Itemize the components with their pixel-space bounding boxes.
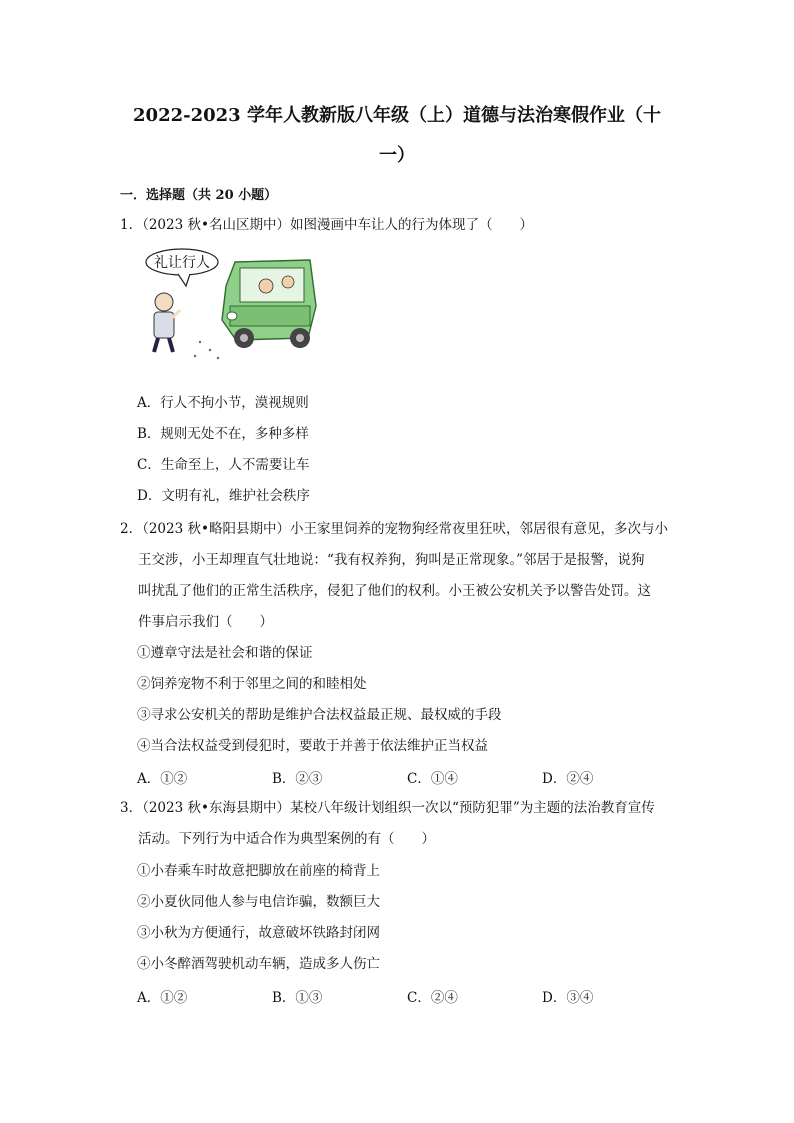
question-2-line-1: 2．（2023 秋•略阳县期中）小王家里饲养的宠物狗经常夜里狂吠，邻居很有意见，多次与小 <box>120 521 668 537</box>
q2-choice-b: B．②③ <box>272 771 323 787</box>
q1-option-c: C．生命至上，人不需要让车 <box>137 457 310 473</box>
question-2-stem <box>120 514 680 638</box>
question-2-line-3: 叫扰乱了他们的正常生活秩序，侵犯了他们的权利。小王被公安机关予以警告处罚。这 <box>138 583 651 599</box>
q3-choice-a: A．①② <box>137 990 188 1006</box>
question-1-line-1: 1．（2023 秋•名山区期中）如图漫画中车让人的行为体现了（ ） <box>120 217 533 233</box>
q1-option-a: A．行人不拘小节，漠视规则 <box>137 395 309 411</box>
q2-choice-c: C．①④ <box>407 771 458 787</box>
q2-choices <box>137 767 677 787</box>
q3-statement-3: ③小秋为方便通行，故意破坏铁路封闭网 <box>137 925 380 941</box>
q1-option-b: B．规则无处不在，多种多样 <box>137 426 309 442</box>
question-3-line-2: 活动。下列行为中适合作为典型案例的有（ ） <box>138 831 435 847</box>
question-2-line-2: 王交涉，小王却理直气壮地说：“我有权养狗，狗叫是正常现象。”邻居于是报警，说狗 <box>138 552 645 568</box>
q3-statement-1: ①小春乘车时故意把脚放在前座的椅背上 <box>137 863 380 879</box>
q3-choice-c: C．②④ <box>407 990 458 1006</box>
q3-choices <box>137 986 677 1006</box>
q2-choice-a: A．①② <box>137 771 188 787</box>
title-line-2: 一） <box>379 145 415 166</box>
q3-statement-4: ④小冬醉酒驾驶机动车辆，造成多人伤亡 <box>137 956 380 972</box>
courtesy-cartoon-illustration <box>140 246 330 366</box>
title-line-1: 2022-2023 学年人教新版八年级（上）道德与法治寒假作业（十 <box>133 105 661 126</box>
q2-statement-3: ③寻求公安机关的帮助是维护合法权益最正规、最权威的手段 <box>137 707 502 723</box>
question-3-line-1: 3．（2023 秋•东海县期中）某校八年级计划组织一次以“预防犯罪”为主题的法治教育宣传 <box>120 800 655 816</box>
question-2-line-4: 件事启示我们（ ） <box>138 614 273 630</box>
q3-choice-d: D．③④ <box>542 990 594 1006</box>
question-3-stem <box>120 793 680 855</box>
section-header: 一．选择题（共 20 小题） <box>120 188 278 203</box>
q3-statement-2: ②小夏伙同他人参与电信诈骗，数额巨大 <box>137 894 380 910</box>
q2-choice-d: D．②④ <box>542 771 594 787</box>
q2-statement-1: ①遵章守法是社会和谐的保证 <box>137 645 313 661</box>
cartoon-caption: 礼让行人 <box>154 255 210 271</box>
q3-choice-b: B．①③ <box>272 990 323 1006</box>
question-1-stem <box>120 210 680 241</box>
q1-option-d: D．文明有礼，维护社会秩序 <box>137 488 310 504</box>
q2-statement-2: ②饲养宠物不利于邻里之间的和睦相处 <box>137 676 367 692</box>
document-title <box>100 96 694 176</box>
q2-statement-4: ④当合法权益受到侵犯时，要敢于并善于依法维护正当权益 <box>137 738 488 754</box>
